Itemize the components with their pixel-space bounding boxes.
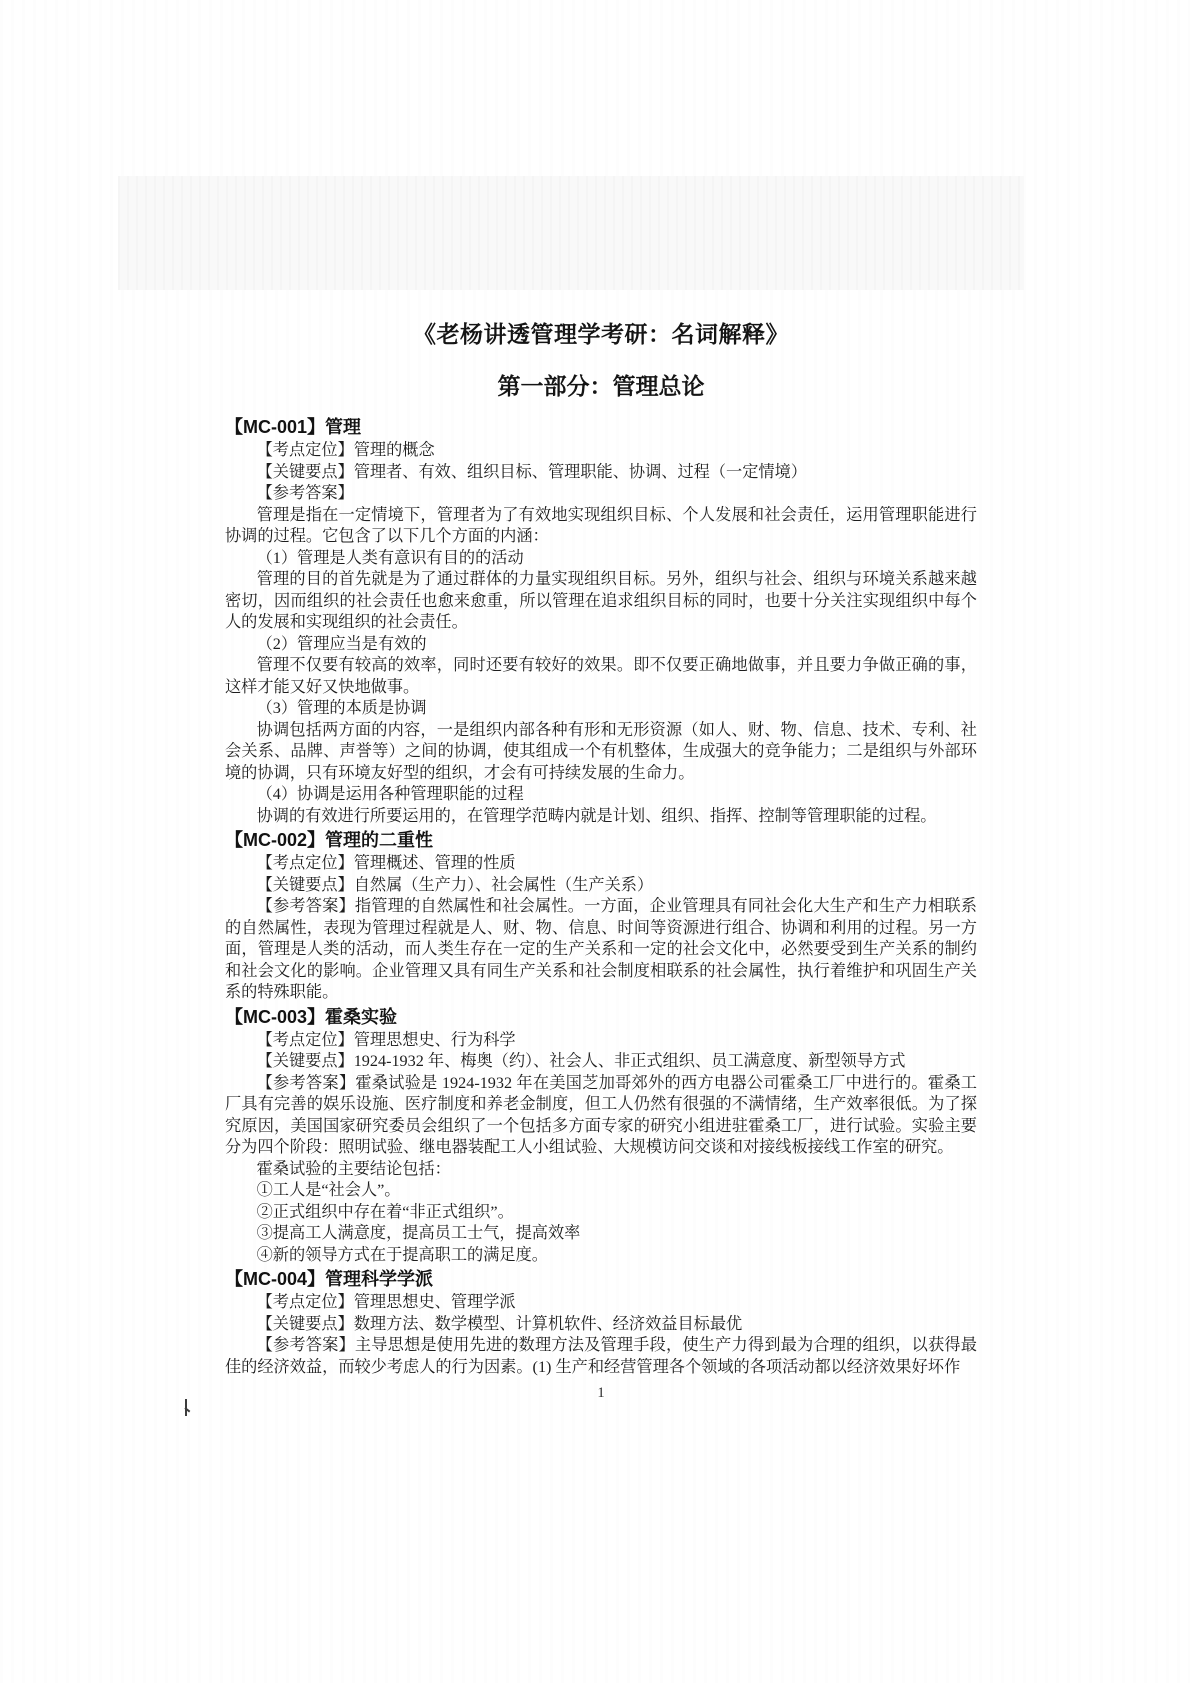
body-paragraph: 管理不仅要有较高的效率，同时还要有较好的效果。即不仅要正确地做事，并且要力争做正确的事，这样才能又好又快地做事。 bbox=[225, 656, 977, 696]
conclusion-list-item: ④新的领导方式在于提高职工的满足度。 bbox=[256, 1245, 548, 1264]
meta-line: 【关键要点】1924-1932 年、梅奥（约）、社会人、非正式组织、员工满意度、新型领导方式 bbox=[256, 1052, 906, 1070]
body-paragraph: 管理是指在一定情境下，管理者为了有效地实现组织目标、个人发展和社会责任，运用管理职能进行协调的过程。它包含了以下几个方面的内涵： bbox=[225, 505, 977, 545]
sub-heading-line: （4）协调是运用各种管理职能的过程 bbox=[256, 785, 524, 803]
scan-artifact-band bbox=[118, 176, 1024, 290]
body-paragraph: 【参考答案】霍桑试验是 1924-1932 年在美国芝加哥郊外的西方电器公司霍桑工厂中进行的。霍桑工厂具有完善的娱乐设施、医疗制度和养老金制度，但工人仍然有很强的不满情绪，生产效率很低。为了探究原因，美国国家研究委员会组织了一个包括多方面专家的研究小组进驻霍桑工厂，进行试验。实验主要分为四个阶段：照明试验、继电器装配工人小组试验、大规模访问交谈和对接线板接线工作室的研究。 bbox=[225, 1073, 977, 1156]
entry-heading: 【MC-004】管理科学学派 bbox=[225, 1269, 434, 1289]
meta-line: 【参考答案】 bbox=[256, 484, 354, 502]
sub-heading-line: （2）管理应当是有效的 bbox=[256, 634, 427, 653]
body-paragraph: 【参考答案】主导思想是使用先进的数理方法及管理手段，使生产力得到最为合理的组织，以获得最佳的经济效益，而较少考虑人的行为因素。(1) 生产和经营管理各个领域的各项活动都以经济效果好坏作 bbox=[225, 1336, 977, 1376]
body-paragraph: 协调包括两方面的内容，一是组织内部各种有形和无形资源（如人、财、物、信息、技术、专利、社会关系、品牌、声誉等）之间的协调，使其组成一个有机整体，生成强大的竞争能力；二是组织与外部环境的协调，只有环境友好型的组织，才会有可持续发展的生命力。 bbox=[225, 720, 977, 782]
conclusion-list-item: ③提高工人满意度，提高员工士气，提高效率 bbox=[256, 1224, 581, 1242]
conclusion-list-item: ②正式组织中存在着“非正式组织”。 bbox=[256, 1202, 514, 1221]
stray-ink-mark bbox=[184, 1399, 193, 1416]
page-number: 1 bbox=[597, 1385, 605, 1401]
meta-line: 【考点定位】管理思想史、管理学派 bbox=[256, 1293, 516, 1311]
conclusion-list-item: ①工人是“社会人”。 bbox=[256, 1181, 401, 1199]
meta-line: 【关键要点】管理者、有效、组织目标、管理职能、协调、过程（一定情境） bbox=[256, 462, 807, 481]
sub-heading-line: （1）管理是人类有意识有目的的活动 bbox=[256, 548, 524, 567]
meta-line: 【考点定位】管理思想史、行为科学 bbox=[256, 1030, 516, 1049]
document-content bbox=[225, 318, 977, 1378]
sub-heading-line: 霍桑试验的主要结论包括： bbox=[256, 1159, 451, 1178]
doc-title: 《老杨讲透管理学考研：名词解释》 bbox=[413, 321, 789, 347]
body-paragraph: 【参考答案】指管理的自然属性和社会属性。一方面，企业管理具有同社会化大生产和生产力相联系的自然属性，表现为管理过程就是人、财、物、信息、时间等资源进行组合、协调和利用的过程。另一方面，管理是人类的活动，而人类生存在一定的生产关系和一定的社会文化中，必然要受到生产关系的制约和社会文化的影响。企业管理又具有同生产关系和社会制度相联系的社会属性，执行着维护和巩固生产关系的特殊职能。 bbox=[225, 897, 977, 1001]
meta-line: 【考点定位】管理概述、管理的性质 bbox=[256, 854, 516, 872]
section-title: 第一部分：管理总论 bbox=[497, 373, 705, 399]
meta-line: 【考点定位】管理的概念 bbox=[256, 441, 435, 459]
sub-heading-line: （3）管理的本质是协调 bbox=[256, 699, 427, 717]
meta-line: 【关键要点】自然属（生产力）、社会属性（生产关系） bbox=[256, 875, 654, 894]
body-paragraph: 管理的目的首先就是为了通过群体的力量实现组织目标。另外，组织与社会、组织与环境关系越来越密切，因而组织的社会责任也愈来愈重，所以管理在追求组织目标的同时，也要十分关注实现组织中每个人的发展和实现组织的社会责任。 bbox=[225, 570, 977, 631]
meta-line: 【关键要点】数理方法、数学模型、计算机软件、经济效益目标最优 bbox=[256, 1314, 743, 1333]
entry-heading: 【MC-002】管理的二重性 bbox=[225, 830, 434, 850]
entry-heading: 【MC-003】霍桑实验 bbox=[225, 1006, 398, 1027]
entry-heading: 【MC-001】管理 bbox=[225, 417, 362, 437]
body-paragraph: 协调的有效进行所要运用的，在管理学范畴内就是计划、组织、指挥、控制等管理职能的过程。 bbox=[256, 806, 937, 825]
